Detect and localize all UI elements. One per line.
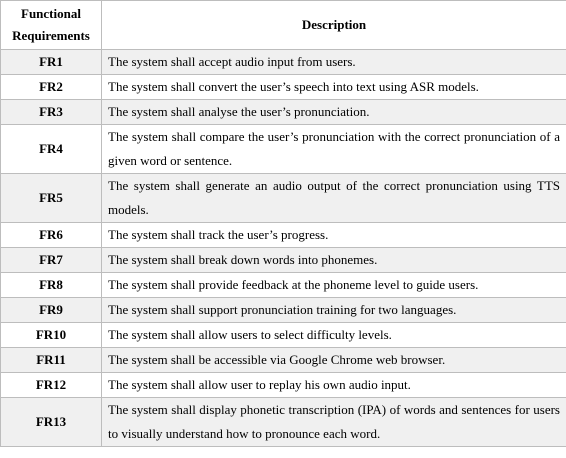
requirement-description: The system shall support pronunciation training for two languages. <box>102 298 566 323</box>
table-row <box>1 273 566 298</box>
requirement-id: FR9 <box>1 298 102 323</box>
requirement-description: The system shall allow users to select difficulty levels. <box>102 323 566 348</box>
requirement-id: FR3 <box>1 100 102 125</box>
requirement-description: The system shall analyse the user’s pronunciation. <box>102 100 566 125</box>
table-row <box>1 373 566 398</box>
table-row <box>1 174 566 223</box>
table-row <box>1 223 566 248</box>
requirement-description: The system shall be accessible via Google Chrome web browser. <box>102 348 566 373</box>
requirement-id: FR4 <box>1 125 102 174</box>
header-row <box>1 1 566 50</box>
requirement-description: The system shall track the user’s progress. <box>102 223 566 248</box>
requirement-id: FR12 <box>1 373 102 398</box>
requirement-id: FR8 <box>1 273 102 298</box>
requirement-id: FR1 <box>1 50 102 75</box>
table-row <box>1 248 566 273</box>
header-description: Description <box>102 1 566 50</box>
requirement-description: The system shall compare the user’s pronunciation with the correct pronunciation of a given word or sentence. <box>102 125 566 174</box>
table-row <box>1 100 566 125</box>
header-req-line1: Functional <box>21 6 81 21</box>
table-row <box>1 398 566 447</box>
requirement-description: The system shall provide feedback at the phoneme level to guide users. <box>102 273 566 298</box>
requirement-id: FR7 <box>1 248 102 273</box>
requirement-id: FR13 <box>1 398 102 447</box>
requirement-id: FR2 <box>1 75 102 100</box>
table-row <box>1 323 566 348</box>
requirement-id: FR11 <box>1 348 102 373</box>
table-row <box>1 75 566 100</box>
requirement-id: FR5 <box>1 174 102 223</box>
header-functional-requirements <box>1 1 102 50</box>
requirement-description: The system shall accept audio input from users. <box>102 50 566 75</box>
requirement-id: FR6 <box>1 223 102 248</box>
table-row <box>1 50 566 75</box>
table-row <box>1 125 566 174</box>
header-req-line2: Requirements <box>12 28 90 43</box>
requirement-description: The system shall generate an audio output of the correct pronunciation using TTS models. <box>102 174 566 223</box>
table-row <box>1 298 566 323</box>
requirement-description: The system shall break down words into phonemes. <box>102 248 566 273</box>
requirement-description: The system shall allow user to replay his own audio input. <box>102 373 566 398</box>
table-row <box>1 348 566 373</box>
requirement-id: FR10 <box>1 323 102 348</box>
requirement-description: The system shall convert the user’s speech into text using ASR models. <box>102 75 566 100</box>
requirement-description: The system shall display phonetic transcription (IPA) of words and sentences for users to visually understand how to pronounce each word. <box>102 398 566 447</box>
